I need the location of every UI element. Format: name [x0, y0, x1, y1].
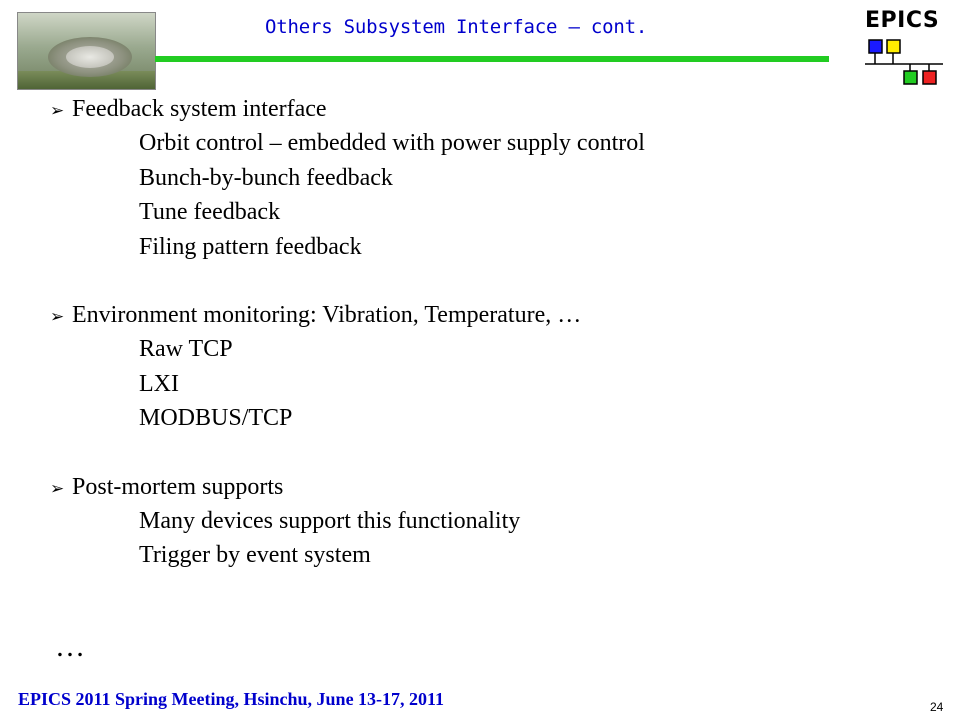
list-item: MODBUS/TCP	[139, 405, 293, 431]
slide-body	[50, 92, 910, 573]
section-environment	[50, 298, 910, 436]
bullet-heading: ➢ Environment monitoring: Vibration, Temperature, …	[50, 298, 910, 332]
bullet-heading: ➢ Feedback system interface	[50, 92, 910, 126]
arrow-bullet-icon: ➢	[50, 478, 65, 499]
list-item: Many devices support this functionality	[139, 507, 521, 534]
footer-text: EPICS 2011 Spring Meeting, Hsinchu, June 13-17, 2011	[18, 689, 445, 709]
facility-photo	[17, 12, 156, 90]
ellipsis: …	[55, 630, 87, 663]
epics-logo-icon	[855, 8, 947, 88]
arrow-bullet-icon: ➢	[50, 101, 65, 121]
epics-logo-text: EPICS	[865, 8, 940, 33]
list-item: Trigger by event system	[139, 542, 371, 568]
list-item: Orbit control – embedded with power supply control	[139, 130, 645, 156]
list-item: Filing pattern feedback	[139, 233, 362, 260]
section-post-mortem	[50, 470, 910, 573]
list-item: Tune feedback	[139, 199, 281, 225]
title-underline	[155, 56, 829, 62]
epics-logo	[855, 8, 947, 88]
section-feedback	[50, 92, 910, 264]
arrow-bullet-icon: ➢	[50, 307, 65, 327]
list-item: Raw TCP	[139, 336, 233, 362]
page-number: 24	[930, 700, 944, 714]
list-item: Bunch-by-bunch feedback	[139, 164, 393, 191]
list-item: LXI	[139, 370, 179, 397]
bullet-heading: ➢ Post-mortem supports	[50, 470, 910, 504]
slide-title: Others Subsystem Interface – cont.	[265, 16, 648, 38]
